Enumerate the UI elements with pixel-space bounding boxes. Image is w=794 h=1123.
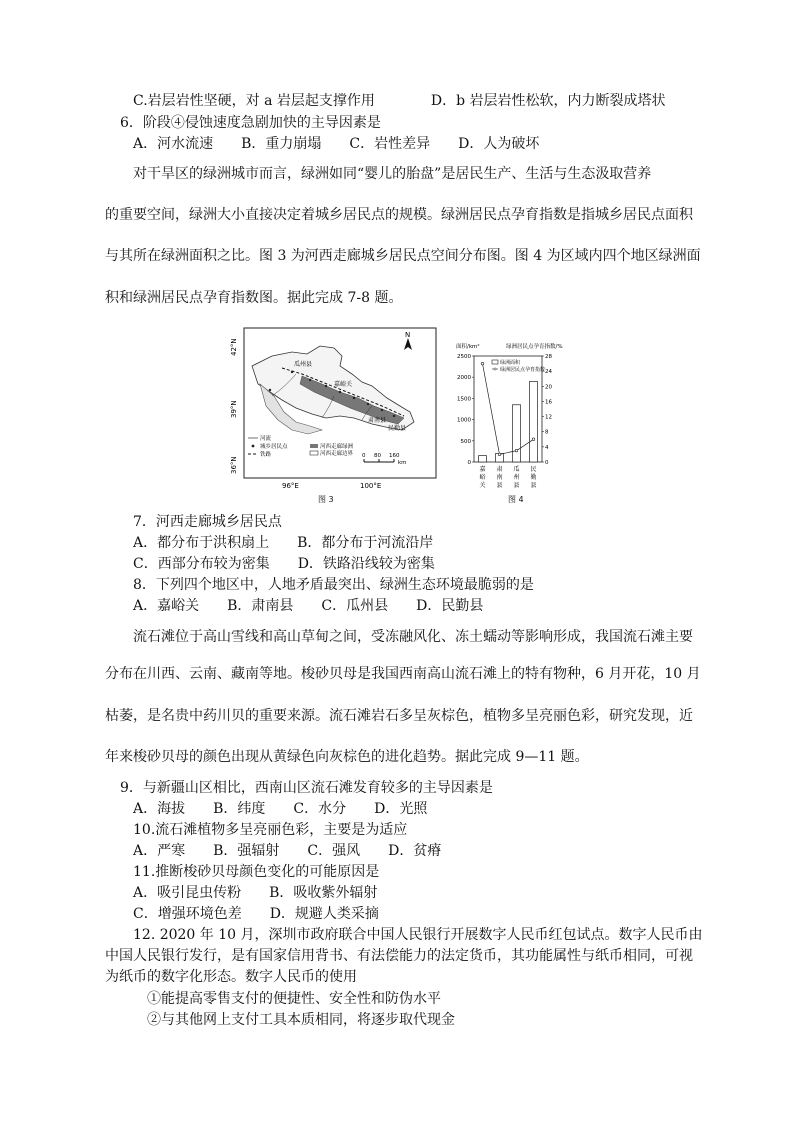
- question-9-options: A．海拔 B．纬度 C．水分 D．光照: [133, 801, 428, 817]
- lat-36-label: 36°N: [230, 456, 238, 474]
- right-tick-label: 0: [545, 460, 549, 466]
- north-label: N: [405, 331, 411, 339]
- svg-text:80: 80: [374, 453, 381, 459]
- right-tick-label: 24: [545, 369, 552, 376]
- passage-2-line-3: 枯萎，是名贵中药川贝的重要来源。流石滩岩石多呈灰棕色，植物多呈亮丽色彩，研究发现，近: [105, 708, 693, 724]
- bar-瓜州县: [513, 405, 521, 462]
- place-sunan: 肃南县: [368, 417, 387, 424]
- bar-民勤县: [530, 381, 538, 462]
- category-label-肃南县: 肃: [496, 466, 503, 473]
- left-tick-label: 0: [467, 460, 471, 466]
- svg-text:160: 160: [389, 453, 400, 459]
- svg-text:河西走廊绿洲: 河西走廊绿洲: [320, 444, 354, 450]
- lat-42-label: 42°N: [230, 338, 238, 356]
- lon-96-label: 96°E: [282, 482, 299, 490]
- passage-1-line-4: 积和绿洲居民点孕育指数图。据此完成 7-8 题。: [105, 290, 403, 306]
- svg-text:km: km: [398, 460, 407, 466]
- category-label-民勤县: 民: [530, 466, 537, 473]
- right-tick-label: 20: [545, 384, 552, 391]
- option-line-c-d: C.岩层岩性坚硬，对 a 岩层起支撑作用 D．b 岩层岩性松软，内力断裂成塔状: [133, 93, 666, 109]
- question-9: 9．与新疆山区相比，西南山区流石滩发育较多的主导因素是: [120, 780, 493, 796]
- index-line: [483, 364, 534, 455]
- question-12-item-1: ①能提高零售支付的便捷性、安全性和防伪水平: [147, 991, 441, 1007]
- category-label-瓜州县: 县: [513, 482, 520, 489]
- figure-4-chart: [450, 338, 570, 498]
- category-label-瓜州县: 瓜: [513, 466, 520, 473]
- svg-text:河西走廊边界: 河西走廊边界: [320, 451, 354, 457]
- question-11-options-cd: C．增强环境色差 D．规避人类采摘: [133, 906, 379, 922]
- left-tick-label: 1500: [457, 396, 471, 403]
- legend-bar-label: 绿洲面积: [500, 360, 521, 366]
- bar-嘉峪关: [479, 456, 487, 462]
- question-10-options: A．严寒 B．强辐射 C．强风 D．贫瘠: [133, 843, 442, 859]
- question-12-item-2: ②与其他网上支付工具本质相同，将逐步取代现金: [147, 1012, 455, 1028]
- question-10: 10.流石滩植物多呈亮丽色彩，主要是为适应: [133, 822, 408, 838]
- question-7-options-cd: C．西部分布较为密集 D．铁路沿线较为密集: [133, 556, 435, 572]
- question-11-options-ab: A．吸引昆虫传粉 B．吸收紫外辐射: [133, 885, 378, 901]
- question-11: 11.推断梭砂贝母颜色变化的可能原因是: [133, 864, 380, 880]
- category-label-嘉峪关: 峪: [479, 474, 486, 481]
- category-label-肃南县: 县: [496, 482, 503, 489]
- right-tick-label: 28: [545, 354, 552, 360]
- category-label-肃南县: 南: [496, 474, 503, 481]
- left-tick-label: 2000: [457, 375, 471, 382]
- place-jiayuguan: 嘉峪关: [334, 381, 353, 388]
- left-axis-title: 面积/km²: [456, 344, 480, 350]
- right-axis-title: 绿洲居民点孕育指数/%: [506, 344, 563, 350]
- question-6-options: A．河水流速 B．重力崩塌 C．岩性差异 D．人为破坏: [133, 136, 540, 152]
- legend-bar-swatch: [492, 360, 498, 364]
- place-minqin: 民勤县: [388, 425, 407, 432]
- question-7: 7．河西走廊城乡居民点: [133, 514, 282, 530]
- question-12-line-2: 中国人民银行发行，是有国家信用背书、有法偿能力的法定货币，其功能属性与纸币相同，可视: [105, 948, 693, 964]
- index-point-嘉峪关: [481, 362, 484, 365]
- lon-100-label: 100°E: [360, 482, 382, 490]
- index-point-瓜州县: [515, 449, 518, 452]
- figure-4-caption: 图 4: [508, 495, 524, 504]
- passage-1-line-3: 与其所在绿洲面积之比。图 3 为河西走廊城乡居民点空间分布图。图 4 为区域内四个地区绿洲面: [105, 248, 701, 264]
- right-tick-label: 16: [545, 399, 552, 406]
- category-label-嘉峪关: 嘉: [479, 466, 486, 473]
- question-12-line-3: 为纸币的数字化形态。数字人民币的使用: [105, 969, 357, 985]
- lat-39-label: 39°N: [230, 400, 238, 418]
- svg-text:河流: 河流: [260, 436, 272, 442]
- question-8: 8．下列四个地区中，人地矛盾最突出、绿洲生态环境最脆弱的是: [133, 577, 534, 593]
- left-tick-label: 2500: [457, 354, 471, 360]
- passage-2-line-2: 分布在川西、云南、藏南等地。梭砂贝母是我国西南高山流石滩上的特有物种，6 月开花，10 月: [105, 666, 701, 682]
- index-point-肃南县: [498, 453, 501, 456]
- question-12-line-1: 12. 2020 年 10 月，深圳市政府联合中国人民银行开展数字人民币红包试点。数字人民币由: [133, 927, 703, 943]
- legend-line-label: 绿洲居民点孕育指数: [500, 367, 546, 373]
- question-8-options: A．嘉峪关 B．肃南县 C．瓜州县 D．民勤县: [133, 598, 484, 614]
- left-tick-label: 1000: [457, 417, 471, 424]
- figure-3-caption: 图 3: [318, 495, 334, 504]
- passage-1-line-1: 对干旱区的绿洲城市而言，绿洲如同“婴儿的胎盘”是居民生产、生活与生态汲取营养: [133, 166, 652, 182]
- passage-1-line-2: 的重要空间，绿洲大小直接决定着城乡居民点的规模。绿洲居民点孕育指数是指城乡居民点面积: [105, 207, 693, 223]
- legend-line-marker: [494, 368, 496, 370]
- left-tick-label: 500: [460, 438, 471, 445]
- index-point-民勤县: [532, 438, 535, 441]
- figure-3-map: [222, 326, 438, 508]
- place-guazhou: 瓜州县: [294, 361, 313, 368]
- category-label-嘉峪关: 关: [479, 482, 486, 489]
- category-label-瓜州县: 州: [513, 474, 520, 481]
- category-label-民勤县: 县: [530, 482, 537, 489]
- right-tick-label: 8: [545, 429, 549, 436]
- question-6: 6．阶段④侵蚀速度急剧加快的主导因素是: [120, 115, 381, 131]
- right-tick-label: 4: [545, 444, 549, 451]
- svg-text:城乡居民点: 城乡居民点: [260, 444, 288, 450]
- passage-2-line-1: 流石滩位于高山雪线和高山草甸之间，受冻融风化、冻土蠕动等影响形成，我国流石滩主要: [133, 629, 693, 645]
- question-7-options-ab: A．都分布于洪积扇上 B．都分布于河流沿岸: [133, 535, 434, 551]
- right-tick-label: 12: [545, 414, 552, 421]
- svg-text:0: 0: [362, 453, 366, 459]
- svg-text:铁路: 铁路: [260, 452, 272, 458]
- passage-2-line-4: 年来梭砂贝母的颜色出现从黄绿色向灰棕色的进化趋势。据此完成 9—11 题。: [105, 749, 589, 765]
- category-label-民勤县: 勤: [530, 474, 537, 481]
